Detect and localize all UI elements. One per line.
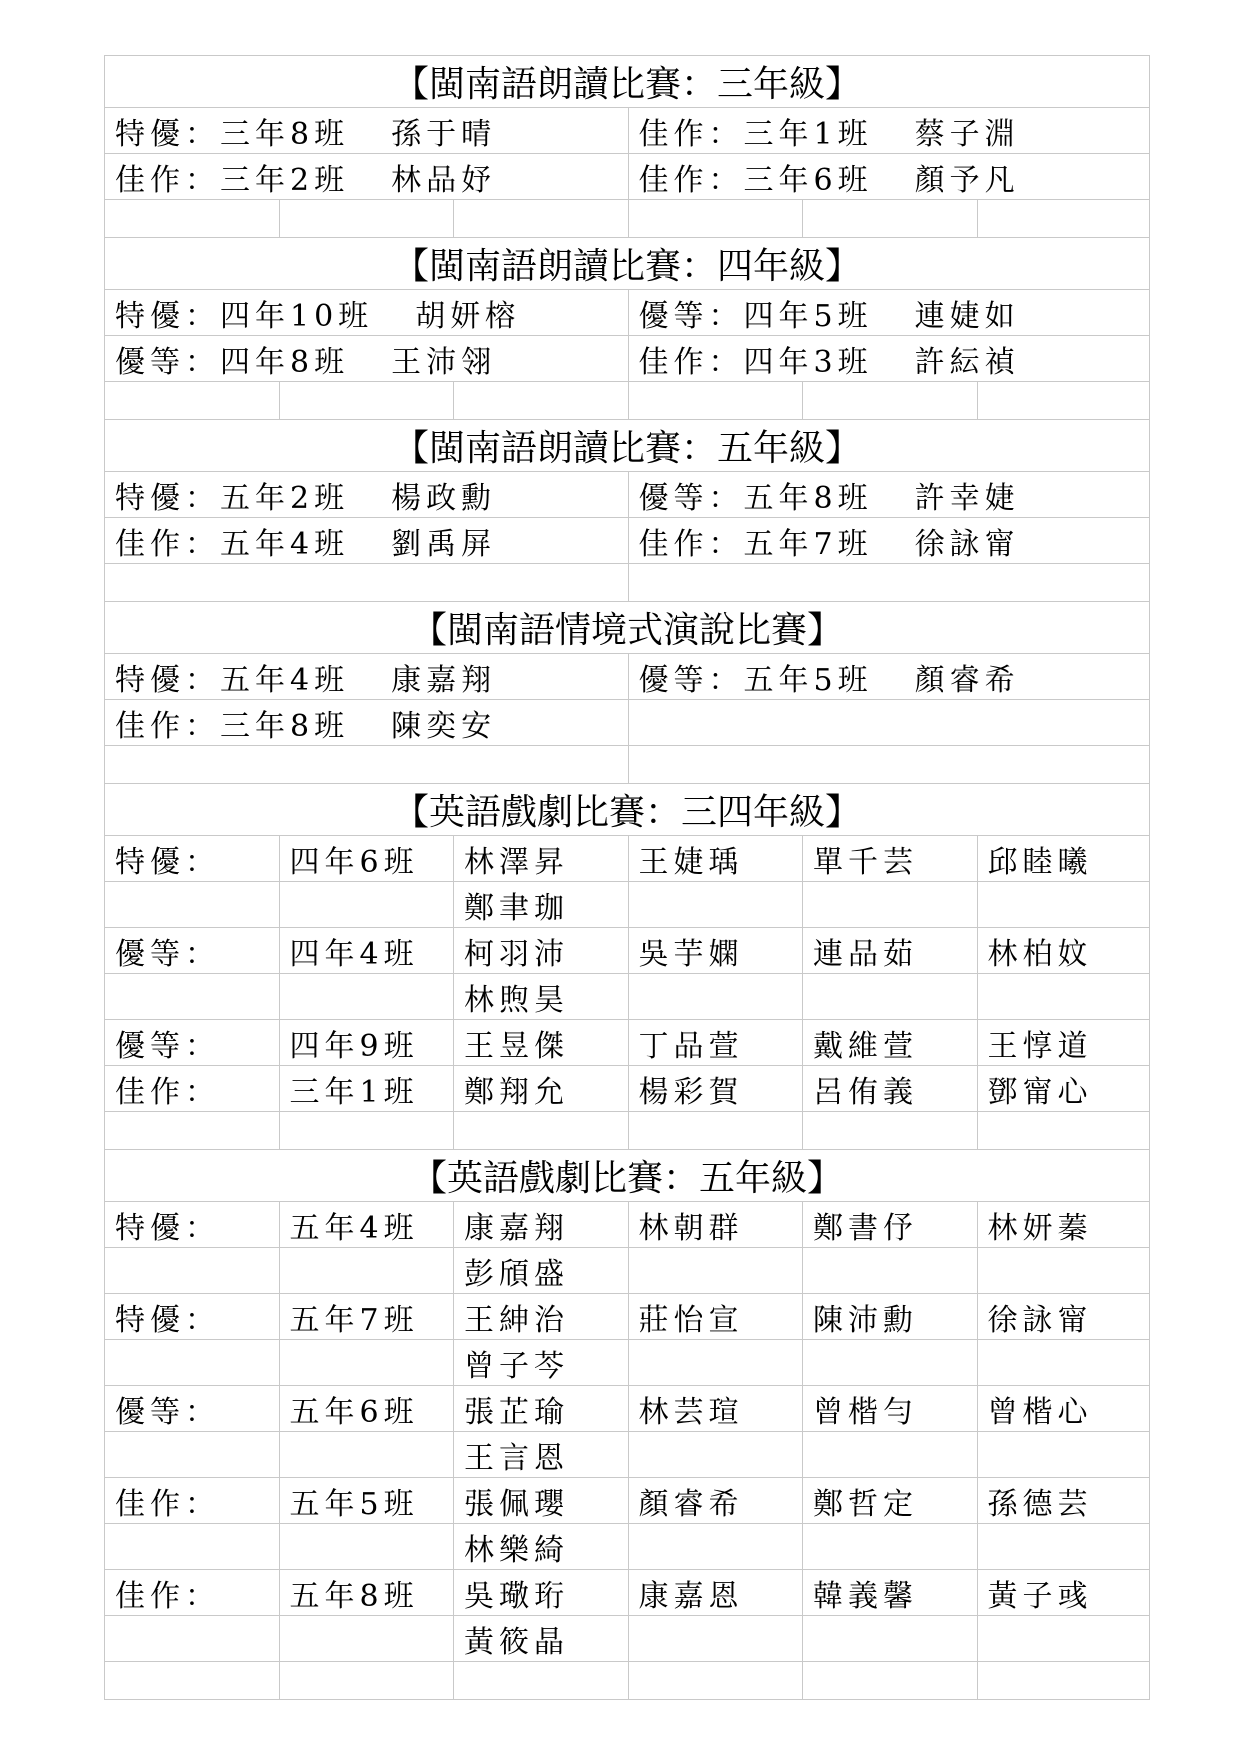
team-member: 鄭書伃 — [803, 1202, 978, 1248]
empty-cell — [105, 1112, 280, 1150]
team-row-continued — [105, 882, 1150, 928]
empty-cell — [628, 1662, 803, 1700]
empty-cell — [628, 1432, 803, 1478]
empty-cell — [803, 1112, 978, 1150]
section-title-row — [105, 238, 1150, 290]
award-entry — [105, 472, 629, 518]
team-member: 吳璥珩 — [454, 1570, 629, 1616]
class-name: 五年4班 — [279, 1202, 454, 1248]
class-name: 三年2班 — [220, 162, 350, 198]
class-name: 三年8班 — [220, 116, 350, 152]
blank-row — [105, 200, 1150, 238]
team-member: 康嘉恩 — [628, 1570, 803, 1616]
award-level: 特優： — [115, 480, 220, 516]
student-name: 林品妤 — [391, 162, 497, 198]
student-name: 顏睿希 — [914, 662, 1020, 698]
empty-cell — [628, 382, 803, 420]
team-row — [105, 928, 1150, 974]
award-level: 特優： — [105, 1202, 280, 1248]
award-level: 佳作： — [115, 708, 220, 744]
award-level: 特優： — [115, 662, 220, 698]
award-entry — [628, 108, 1150, 154]
class-name: 四年4班 — [279, 928, 454, 974]
section-title: 【閩南語情境式演說比賽】 — [105, 602, 1150, 654]
team-member: 林朝群 — [628, 1202, 803, 1248]
section-title-row — [105, 420, 1150, 472]
blank-row — [105, 564, 1150, 602]
student-name: 徐詠甯 — [914, 526, 1020, 562]
class-name: 三年6班 — [743, 162, 873, 198]
team-member: 徐詠甯 — [977, 1294, 1150, 1340]
award-entry — [628, 518, 1150, 564]
empty-cell — [628, 200, 803, 238]
award-level: 特優： — [115, 298, 220, 334]
team-member: 張芷瑜 — [454, 1386, 629, 1432]
team-member: 林樂綺 — [454, 1524, 629, 1570]
award-entry — [105, 518, 629, 564]
team-row-continued — [105, 1524, 1150, 1570]
team-member: 林澤昇 — [454, 836, 629, 882]
team-member: 林妍蓁 — [977, 1202, 1150, 1248]
award-level: 優等： — [105, 1020, 280, 1066]
empty-cell — [628, 746, 1150, 784]
team-member: 王婕瑀 — [628, 836, 803, 882]
empty-cell — [279, 1524, 454, 1570]
empty-cell — [279, 1248, 454, 1294]
team-member: 鄭哲定 — [803, 1478, 978, 1524]
award-row — [105, 108, 1150, 154]
team-member: 鄭聿珈 — [454, 882, 629, 928]
award-level: 佳作： — [638, 344, 744, 380]
empty-cell — [279, 974, 454, 1020]
section-title-row — [105, 784, 1150, 836]
empty-cell — [803, 1524, 978, 1570]
award-level: 特優： — [115, 116, 220, 152]
team-row-continued — [105, 1248, 1150, 1294]
empty-cell — [628, 700, 1150, 746]
class-name: 五年5班 — [743, 662, 873, 698]
section-title: 【英語戲劇比賽：三四年級】 — [105, 784, 1150, 836]
award-entry — [628, 154, 1150, 200]
award-level: 佳作： — [105, 1478, 280, 1524]
empty-cell — [628, 882, 803, 928]
student-name: 劉禹屏 — [391, 526, 497, 562]
empty-cell — [628, 1616, 803, 1662]
empty-cell — [977, 974, 1150, 1020]
section-title: 【閩南語朗讀比賽：五年級】 — [105, 420, 1150, 472]
award-level: 優等： — [105, 928, 280, 974]
empty-cell — [977, 200, 1150, 238]
empty-cell — [977, 1112, 1150, 1150]
team-member: 孫德芸 — [977, 1478, 1150, 1524]
student-name: 顏予凡 — [914, 162, 1020, 198]
team-row — [105, 1202, 1150, 1248]
class-name: 四年9班 — [279, 1020, 454, 1066]
empty-cell — [105, 1616, 280, 1662]
blank-row — [105, 1112, 1150, 1150]
team-row — [105, 1386, 1150, 1432]
class-name: 五年8班 — [743, 480, 873, 516]
award-entry — [628, 654, 1150, 700]
team-member: 康嘉翔 — [454, 1202, 629, 1248]
team-member: 彭頎盛 — [454, 1248, 629, 1294]
team-row-continued — [105, 974, 1150, 1020]
team-row-continued — [105, 1340, 1150, 1386]
empty-cell — [977, 1432, 1150, 1478]
team-member: 王言恩 — [454, 1432, 629, 1478]
empty-cell — [105, 746, 629, 784]
empty-cell — [105, 1524, 280, 1570]
team-member: 邱睦曦 — [977, 836, 1150, 882]
team-member: 王昱傑 — [454, 1020, 629, 1066]
section-title: 【閩南語朗讀比賽：四年級】 — [105, 238, 1150, 290]
award-entry — [628, 336, 1150, 382]
award-level: 特優： — [105, 836, 280, 882]
empty-cell — [628, 1524, 803, 1570]
empty-cell — [803, 1340, 978, 1386]
award-level: 優等： — [105, 1386, 280, 1432]
class-name: 四年8班 — [220, 344, 350, 380]
empty-cell — [279, 882, 454, 928]
award-row — [105, 472, 1150, 518]
team-member: 柯羽沛 — [454, 928, 629, 974]
award-entry — [105, 290, 629, 336]
empty-cell — [803, 882, 978, 928]
empty-cell — [628, 1340, 803, 1386]
student-name: 楊政勳 — [391, 480, 497, 516]
award-row — [105, 518, 1150, 564]
blank-row — [105, 1662, 1150, 1700]
class-name: 五年4班 — [220, 526, 350, 562]
empty-cell — [279, 200, 454, 238]
class-name: 五年4班 — [220, 662, 350, 698]
team-member: 丁品萱 — [628, 1020, 803, 1066]
team-member: 曾楷勻 — [803, 1386, 978, 1432]
class-name: 五年5班 — [279, 1478, 454, 1524]
empty-cell — [105, 882, 280, 928]
class-name: 五年7班 — [743, 526, 873, 562]
empty-cell — [803, 382, 978, 420]
empty-cell — [279, 1616, 454, 1662]
empty-cell — [977, 382, 1150, 420]
team-member: 鄭翔允 — [454, 1066, 629, 1112]
award-level: 佳作： — [638, 162, 744, 198]
award-entry — [105, 336, 629, 382]
empty-cell — [977, 882, 1150, 928]
team-member: 王惇道 — [977, 1020, 1150, 1066]
award-level: 佳作： — [105, 1066, 280, 1112]
class-name: 四年3班 — [743, 344, 873, 380]
team-member: 戴維萱 — [803, 1020, 978, 1066]
empty-cell — [454, 1662, 629, 1700]
empty-cell — [628, 1112, 803, 1150]
class-name: 五年7班 — [279, 1294, 454, 1340]
team-row — [105, 1066, 1150, 1112]
team-member: 林煦昊 — [454, 974, 629, 1020]
empty-cell — [454, 200, 629, 238]
team-member: 黃筱晶 — [454, 1616, 629, 1662]
empty-cell — [977, 1340, 1150, 1386]
award-level: 佳作： — [105, 1570, 280, 1616]
student-name: 陳奕安 — [391, 708, 497, 744]
award-entry — [105, 654, 629, 700]
award-level: 特優： — [105, 1294, 280, 1340]
empty-cell — [628, 564, 1150, 602]
award-entry — [105, 700, 629, 746]
class-name: 三年1班 — [743, 116, 873, 152]
award-level: 佳作： — [115, 162, 220, 198]
award-level: 優等： — [115, 344, 220, 380]
empty-cell — [454, 382, 629, 420]
student-name: 連婕如 — [914, 298, 1020, 334]
award-level: 優等： — [638, 662, 744, 698]
award-level: 優等： — [638, 480, 744, 516]
empty-cell — [279, 1340, 454, 1386]
team-member: 張佩瓔 — [454, 1478, 629, 1524]
team-member: 呂侑義 — [803, 1066, 978, 1112]
award-row — [105, 700, 1150, 746]
empty-cell — [279, 1112, 454, 1150]
team-row — [105, 1478, 1150, 1524]
student-name: 孫于晴 — [391, 116, 497, 152]
class-name: 四年5班 — [743, 298, 873, 334]
team-member: 曾子芩 — [454, 1340, 629, 1386]
team-member: 顏睿希 — [628, 1478, 803, 1524]
empty-cell — [803, 1616, 978, 1662]
team-member: 曾楷心 — [977, 1386, 1150, 1432]
class-name: 四年6班 — [279, 836, 454, 882]
team-row — [105, 1020, 1150, 1066]
student-name: 許幸婕 — [914, 480, 1020, 516]
blank-row — [105, 746, 1150, 784]
section-title-row — [105, 56, 1150, 108]
empty-cell — [279, 1662, 454, 1700]
empty-cell — [279, 1432, 454, 1478]
section-title-row — [105, 1150, 1150, 1202]
award-level: 佳作： — [115, 526, 220, 562]
empty-cell — [977, 1662, 1150, 1700]
section-title-row — [105, 602, 1150, 654]
team-row-continued — [105, 1616, 1150, 1662]
award-level: 優等： — [638, 298, 744, 334]
team-row-continued — [105, 1432, 1150, 1478]
team-row — [105, 1294, 1150, 1340]
team-member: 林柏妏 — [977, 928, 1150, 974]
student-name: 胡妍榕 — [415, 298, 521, 334]
class-name: 四年10班 — [220, 298, 374, 334]
student-name: 蔡子淵 — [914, 116, 1020, 152]
empty-cell — [105, 1248, 280, 1294]
team-row — [105, 1570, 1150, 1616]
award-row — [105, 654, 1150, 700]
team-member: 韓義馨 — [803, 1570, 978, 1616]
empty-cell — [105, 1432, 280, 1478]
student-name: 許紜禎 — [914, 344, 1020, 380]
section-title: 【閩南語朗讀比賽：三年級】 — [105, 56, 1150, 108]
empty-cell — [279, 382, 454, 420]
award-entry — [105, 154, 629, 200]
team-member: 單千芸 — [803, 836, 978, 882]
empty-cell — [454, 1112, 629, 1150]
team-member: 林芸瑄 — [628, 1386, 803, 1432]
class-name: 五年2班 — [220, 480, 350, 516]
team-member: 吳芋嫻 — [628, 928, 803, 974]
award-entry — [105, 108, 629, 154]
empty-cell — [105, 1340, 280, 1386]
team-member: 陳沛勳 — [803, 1294, 978, 1340]
empty-cell — [977, 1248, 1150, 1294]
team-member: 鄧甯心 — [977, 1066, 1150, 1112]
empty-cell — [803, 1432, 978, 1478]
empty-cell — [977, 1616, 1150, 1662]
blank-row — [105, 382, 1150, 420]
empty-cell — [105, 1662, 280, 1700]
award-level: 佳作： — [638, 116, 744, 152]
student-name: 康嘉翔 — [391, 662, 497, 698]
empty-cell — [803, 1662, 978, 1700]
award-entry — [628, 290, 1150, 336]
team-member: 王紳治 — [454, 1294, 629, 1340]
team-row — [105, 836, 1150, 882]
empty-cell — [803, 1248, 978, 1294]
empty-cell — [803, 974, 978, 1020]
class-name: 五年6班 — [279, 1386, 454, 1432]
award-list-table — [104, 55, 1150, 1700]
empty-cell — [105, 382, 280, 420]
class-name: 五年8班 — [279, 1570, 454, 1616]
team-member: 楊彩賀 — [628, 1066, 803, 1112]
class-name: 三年1班 — [279, 1066, 454, 1112]
team-member: 連品茹 — [803, 928, 978, 974]
empty-cell — [803, 200, 978, 238]
team-member: 莊怡宣 — [628, 1294, 803, 1340]
empty-cell — [105, 974, 280, 1020]
award-row — [105, 154, 1150, 200]
empty-cell — [628, 974, 803, 1020]
award-row — [105, 290, 1150, 336]
empty-cell — [105, 564, 629, 602]
award-entry — [628, 472, 1150, 518]
empty-cell — [105, 200, 280, 238]
award-row — [105, 336, 1150, 382]
class-name: 三年8班 — [220, 708, 350, 744]
section-title: 【英語戲劇比賽：五年級】 — [105, 1150, 1150, 1202]
award-level: 佳作： — [638, 526, 744, 562]
student-name: 王沛翎 — [391, 344, 497, 380]
team-member: 黃子彧 — [977, 1570, 1150, 1616]
empty-cell — [977, 1524, 1150, 1570]
empty-cell — [628, 1248, 803, 1294]
